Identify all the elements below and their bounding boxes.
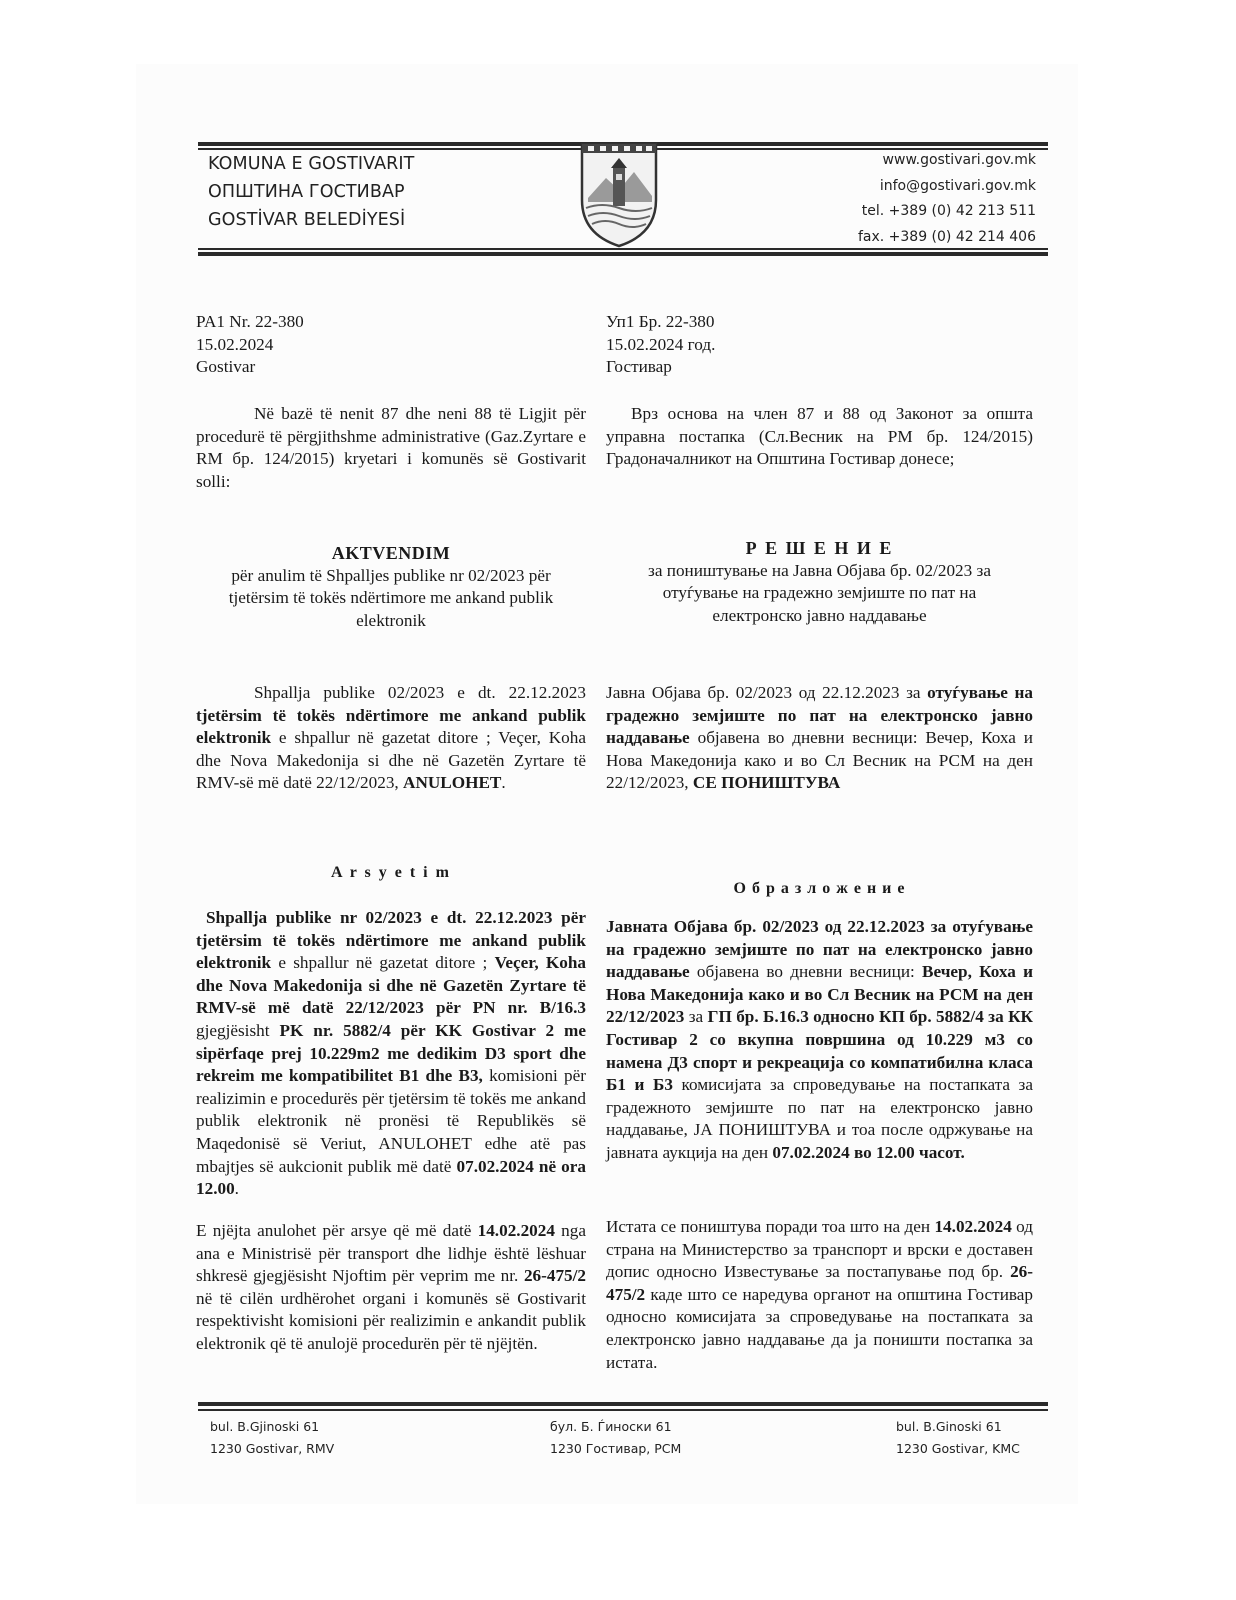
contact-block bbox=[858, 148, 1036, 250]
ref-place-sq: Gostivar bbox=[196, 357, 256, 377]
text-segment: e shpallur në gazetat ditore ; bbox=[271, 953, 495, 973]
text-segment: . bbox=[234, 1179, 239, 1199]
text-segment: објавена во дневни весници: Вечер, Коха и Нова Македонија како и во Сл Весник на РСМ на ден 22/12/2023, bbox=[606, 728, 1033, 793]
reference-mk bbox=[606, 311, 1033, 379]
text-segment: 07.02.2024 во 12.00 часот. bbox=[772, 1142, 965, 1162]
footer-rule-thick bbox=[198, 1402, 1048, 1406]
text-segment: за bbox=[684, 1007, 708, 1027]
text-segment: Јавната Објава бр. 02/2023 од 22.12.2023 за отуѓување на градежно земјиште по пат на електронско јавно наддавање bbox=[606, 917, 1033, 982]
text-segment: . bbox=[501, 773, 506, 793]
fax-number: fax. +389 (0) 42 214 406 bbox=[857, 228, 1036, 245]
text-segment: E njëjta anulohet për arsye që më datë bbox=[196, 1221, 478, 1240]
text-segment: СЕ ПОНИШТУВА bbox=[692, 773, 841, 793]
text-segment: gjegjësisht bbox=[196, 1020, 280, 1040]
municipality-name-tr: GOSTİVAR BELEDİYESİ bbox=[208, 210, 406, 230]
phone-number: tel. +389 (0) 42 213 511 bbox=[861, 203, 1036, 219]
reference-sq bbox=[196, 311, 586, 379]
text-segment: komisioni për realizimin e procedurës për tjetërsim të tokës me ankand publik elektronik në pronësi të Republikës së Maqedonisë së Veriut, ANULOHET edhe atë pas mbajtjes së aukcionit publik më datë bbox=[196, 1066, 586, 1176]
reasoning-paragraph-mk-2 bbox=[606, 1216, 1033, 1374]
header-bottom-rule bbox=[198, 248, 1048, 250]
municipality-name-sq: KOMUNA E GOSTIVARIT bbox=[208, 154, 415, 174]
ref-number-mk: Уп1 Бр. 22-380 bbox=[606, 312, 715, 331]
text-segment: PK nr. 5882/4 për KK Gostivar 2 me sipërfaqe prej 10.229m2 me dedikim D3 sport dhe rekreim me kompatibilitet B1 dhe B3, bbox=[196, 1020, 586, 1086]
text-segment: 14.02.2024 bbox=[934, 1217, 1012, 1236]
preamble-mk: Врз основа на член 87 и 88 од Законот за општа управна постапка (Сл.Весник на РМ бр. 124/2015) Градоначалникот на Општина Гостивар донесе; bbox=[606, 404, 1033, 469]
footer-address-tr bbox=[896, 1416, 1020, 1460]
footer-address-mk bbox=[550, 1416, 681, 1460]
decision-subtitle-mk: за поништување на Јавна Објава бр. 02/2023 за отуѓување на градежно земјиште по пат на електронско јавно наддавање bbox=[648, 560, 991, 625]
footer-city-tr: 1230 Gostivar, KMC bbox=[896, 1441, 1020, 1456]
footer-address-sq bbox=[210, 1416, 334, 1460]
ref-date-sq: 15.02.2024 bbox=[196, 334, 274, 354]
text-segment: 26-475/2 bbox=[523, 1266, 586, 1286]
footer-street-mk: бул. Б. Ѓиноски 61 bbox=[550, 1419, 672, 1434]
header-bottom-rule-thick bbox=[198, 252, 1048, 256]
municipality-crest-icon bbox=[578, 138, 660, 248]
decision-paragraph-mk bbox=[606, 682, 1033, 795]
text-segment: Shpallja publike nr 02/2023 e dt. 22.12.2023 për tjetërsim të tokës ndërtimore me ankand publik elektronik bbox=[196, 908, 586, 973]
text-segment: објавена во дневни весници: bbox=[689, 962, 923, 982]
footer-street-tr: bul. B.Ginoski 61 bbox=[896, 1419, 1002, 1434]
text-segment: në të cilën urdhërohet organi i komunës së Gostivarit respektivisht komisioni për realizimin e ankandit publik elektronik që të anulojë procedurën për të njëjtën. bbox=[196, 1288, 586, 1353]
text-segment: e shpallur në gazetat ditore ; Veçer, Koha dhe Nova Makedonija si dhe në Gazetën Zyrtare të RMV-së më datë 22/12/2023, bbox=[196, 728, 586, 793]
text-segment: 26-475/2 bbox=[606, 1262, 1033, 1304]
text-segment: каде што се наредува органот на општина Гостивар односно комисијата за спроведување на постапката за електронско јавно наддавање да ја поништи постапка за истата. bbox=[606, 1284, 1033, 1372]
footer-rule-thin bbox=[198, 1409, 1048, 1411]
reasoning-title-sq: A r s y e t i m bbox=[331, 864, 451, 881]
text-segment: отуѓување на градежно земјиште по пат на електронско јавно наддавање bbox=[606, 683, 1033, 748]
text-segment: nga ana e Ministrisë për transport dhe lidhje është lëshuar shkresë gjegjësisht Njoftim për veprim me nr. bbox=[196, 1221, 586, 1286]
municipality-name-mk: ОПШТИНА ГОСТИВАР bbox=[208, 182, 405, 202]
text-segment: ГП бр. Б.16.3 односно КП бр. 5882/4 за КК Гостивар 2 со вкупна површина од 10.229 м3 со намена Д3 спорт и рекреација со компатибилна класа Б1 и Б3 bbox=[606, 1007, 1033, 1095]
ref-date-mk: 15.02.2024 год. bbox=[606, 334, 716, 354]
decision-title-block-mk bbox=[606, 537, 1033, 627]
decision-subtitle-sq: për anulim të Shpalljes publike nr 02/2023 për tjetërsim të tokës ndërtimore me ankand publik elektronik bbox=[228, 565, 554, 630]
reasoning-paragraph-sq-2 bbox=[196, 1220, 586, 1356]
decision-title-block-sq bbox=[196, 542, 586, 632]
text-segment: Вечер, Коха и Нова Македонија како и во Сл Весник на РСМ на ден 22/12/2023 bbox=[606, 962, 1034, 1027]
reasoning-paragraph-mk-1 bbox=[606, 916, 1033, 1165]
reasoning-paragraph-sq-1 bbox=[196, 907, 586, 1201]
ref-place-mk: Гостивар bbox=[606, 357, 672, 377]
decision-paragraph-sq bbox=[196, 682, 586, 795]
text-segment: 14.02.2024 bbox=[477, 1221, 555, 1240]
reasoning-title-mk: О б р а з л о ж е н и е bbox=[733, 880, 906, 897]
decision-title-sq: AKTVENDIM bbox=[331, 543, 451, 563]
decision-title-mk: Р Е Ш Е Н И Е bbox=[745, 538, 894, 558]
text-segment: 07.02.2024 në ora 12.00 bbox=[196, 1156, 586, 1199]
footer-street-sq: bul. B.Gjinoski 61 bbox=[210, 1419, 320, 1434]
preamble-sq: Në bazë të nenit 87 dhe neni 88 të Ligjit për procedurë të përgjithshme administrative (Gaz.Zyrtare e RM бр. 124/2015) kryetari i komunës së Gostivarit solli: bbox=[196, 404, 586, 491]
text-segment: Shpallja publike 02/2023 e dt. 22.12.2023 bbox=[254, 683, 586, 702]
text-segment: Јавна Објава бр. 02/2023 од 22.12.2023 за bbox=[606, 683, 928, 702]
text-segment: комисијата за спроведување на постапката за градежното земјиште по пат на електронско јавно наддавање, ЈА ПОНИШТУВА и тоа после одржување на јавната аукција на ден bbox=[606, 1075, 1033, 1162]
text-segment: tjetërsim të tokës ndërtimore me ankand publik elektronik bbox=[196, 705, 586, 748]
text-segment: Истата се поништува поради тоа што на ден bbox=[606, 1217, 935, 1236]
ref-number-sq: PA1 Nr. 22-380 bbox=[196, 312, 304, 331]
text-segment: Veçer, Koha dhe Nova Makedonija si dhe në Gazetën Zyrtare të RMV-së më datë 22/12/2023 për PN nr. B/16.3 bbox=[196, 953, 587, 1018]
website-link[interactable]: www.gostivari.gov.mk bbox=[882, 152, 1036, 168]
text-segment: ANULOHET bbox=[403, 773, 502, 793]
email-link[interactable]: info@gostivari.gov.mk bbox=[879, 177, 1036, 194]
text-segment: од страна на Министерство за транспорт и врски е доставен допис односно Известување за постапување под бр. bbox=[606, 1217, 1034, 1282]
municipality-name-block bbox=[208, 150, 414, 234]
footer-city-mk: 1230 Гостивар, РСМ bbox=[550, 1441, 682, 1456]
footer-city-sq: 1230 Gostivar, RMV bbox=[210, 1441, 335, 1456]
